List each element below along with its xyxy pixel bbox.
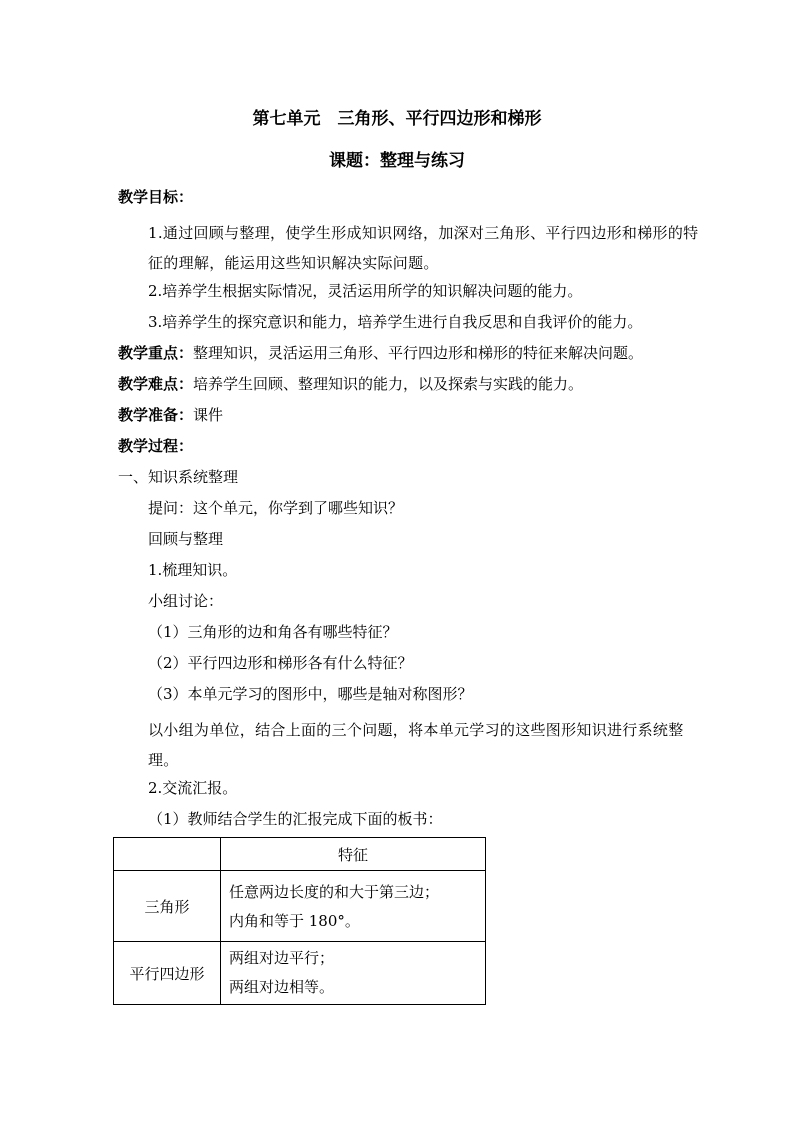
difficulty-text: 培养学生回顾、整理知识的能力，以及探索与实践的能力。 (193, 375, 584, 393)
table-row (114, 871, 486, 942)
objective-1: 1.通过回顾与整理，使学生形成知识网络，加深对三角形、平行四边形和梯形的特征的理解，能运用这些知识解决实际问题。 (148, 224, 699, 272)
table-cell-features (221, 942, 486, 1005)
preparation-text: 课件 (193, 406, 224, 424)
table-cell-shape: 三角形 (114, 871, 221, 942)
table-header-empty (114, 838, 221, 871)
table-header-row (114, 838, 486, 871)
key-point-text: 整理知识，灵活运用三角形、平行四边形和梯形的特征来解决问题。 (193, 344, 644, 362)
table-cell-shape: 平行四边形 (114, 942, 221, 1005)
feature-line: 两组对边平行； (229, 949, 335, 967)
discussion-q1: （1）三角形的边和角各有哪些特征？ (148, 623, 398, 641)
key-point-label: 教学重点： (118, 344, 194, 362)
step-1: 1.梳理知识。 (148, 561, 238, 579)
difficulty-label: 教学难点： (118, 375, 194, 393)
objectives-label: 教学目标： (118, 188, 194, 206)
table-row (114, 942, 486, 1005)
key-point (118, 343, 643, 363)
review-heading: 回顾与整理 (148, 530, 224, 548)
discussion-q2: （2）平行四边形和梯形各有什么特征？ (148, 654, 413, 672)
step-2: 2.交流汇报。 (148, 779, 238, 797)
preparation-label: 教学准备： (118, 406, 194, 424)
group-task: 以小组为单位，结合上面的三个问题，将本单元学习的这些图形知识进行系统整理。 (148, 721, 684, 769)
objective-3: 3.培养学生的探究意识和能力，培养学生进行自我反思和自我评价的能力。 (148, 313, 643, 331)
group-discussion: 小组讨论： (148, 592, 224, 610)
board-intro: （1）教师结合学生的汇报完成下面的板书： (148, 810, 443, 828)
table-header-feature: 特征 (221, 838, 486, 871)
lesson-title: 课题：整理与练习 (329, 151, 465, 171)
feature-line: 任意两边长度的和大于第三边； (229, 883, 440, 901)
process-label: 教学过程： (118, 437, 194, 455)
features-table (113, 837, 486, 1005)
objective-2: 2.培养学生根据实际情况，灵活运用所学的知识解决问题的能力。 (148, 282, 583, 300)
discussion-q3: （3）本单元学习的图形中，哪些是轴对称图形？ (148, 685, 473, 703)
difficulty (118, 374, 583, 394)
unit-title: 第七单元 三角形、平行四边形和梯形 (252, 109, 542, 129)
feature-line: 两组对边相等。 (229, 978, 335, 996)
table-cell-features (221, 871, 486, 942)
feature-line: 内角和等于 180°。 (229, 912, 360, 930)
section-1-heading: 一、知识系统整理 (118, 468, 239, 486)
question: 提问：这个单元，你学到了哪些知识？ (148, 499, 404, 517)
preparation (118, 405, 223, 425)
